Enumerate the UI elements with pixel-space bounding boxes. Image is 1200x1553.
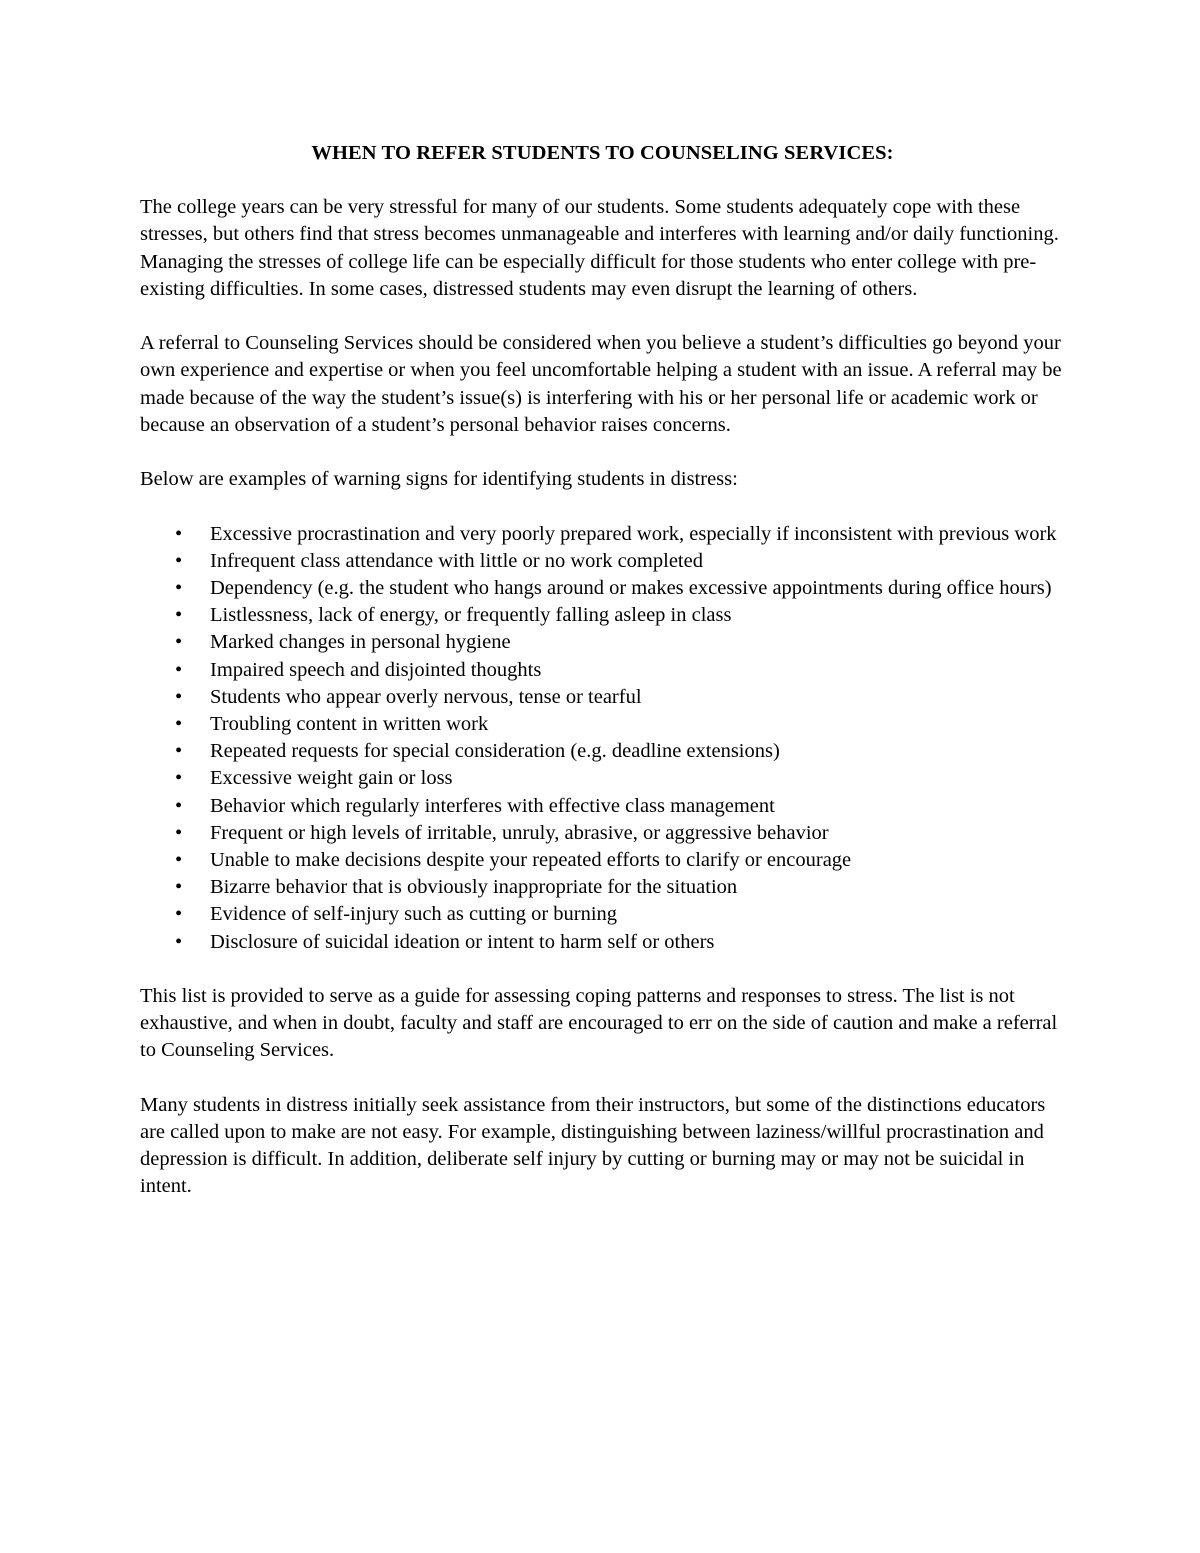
list-item-text: Unable to make decisions despite your repeated efforts to clarify or encourage	[210, 849, 852, 872]
list-item	[140, 901, 1065, 928]
list-item-text: Disclosure of suicidal ideation or intent to harm self or others	[210, 930, 715, 953]
list-item	[140, 602, 1065, 629]
list-item	[140, 929, 1065, 956]
list-item-text: Frequent or high levels of irritable, unruly, abrasive, or aggressive behavior	[210, 821, 829, 844]
bullet-icon: •	[175, 903, 183, 926]
list-item-text: Dependency (e.g. the student who hangs around or makes excessive appointments during office hours)	[210, 577, 1052, 599]
page-title: WHEN TO REFER STUDENTS TO COUNSELING SERVICES:	[311, 142, 894, 164]
bullet-icon: •	[175, 821, 183, 844]
list-item-text: Excessive procrastination and very poorly prepared work, especially if inconsistent with previous work	[210, 522, 1057, 545]
list-item	[140, 548, 1065, 575]
warning-signs-list	[140, 521, 1065, 956]
bullet-icon: •	[175, 876, 183, 899]
list-item-text: Students who appear overly nervous, tense or tearful	[210, 685, 642, 708]
list-item-text: Listlessness, lack of energy, or frequently falling asleep in class	[210, 604, 732, 627]
list-item-text: Bizarre behavior that is obviously inappropriate for the situation	[210, 876, 738, 899]
bullet-icon: •	[175, 794, 183, 817]
list-item	[140, 793, 1065, 820]
distinctions-paragraph: Many students in distress initially seek assistance from their instructors, but some of the distinctions educators are called upon to make are not easy. For example, distinguishing between laziness/willful procrastination and depression is difficult. In addition, deliberate self injury by cutting or burning may or may not be suicidal in intent.	[140, 1093, 1046, 1198]
list-item-text: Excessive weight gain or loss	[210, 767, 453, 790]
list-item-text: Marked changes in personal hygiene	[210, 631, 511, 654]
bullet-icon: •	[175, 740, 183, 763]
warning-signs-intro: Below are examples of warning signs for identifying students in distress:	[140, 468, 738, 491]
list-item	[140, 765, 1065, 792]
bullet-icon: •	[175, 849, 183, 872]
bullet-icon: •	[175, 713, 183, 736]
bullet-icon: •	[175, 930, 183, 953]
list-item	[140, 874, 1065, 901]
list-item	[140, 575, 1065, 602]
bullet-icon: •	[175, 767, 183, 790]
bullet-icon: •	[175, 549, 183, 572]
list-item-text: Infrequent class attendance with little or no work completed	[210, 549, 703, 572]
list-item	[140, 521, 1065, 548]
list-item-text: Evidence of self-injury such as cutting or burning	[210, 903, 618, 926]
bullet-icon: •	[175, 685, 183, 708]
intro-paragraph: The college years can be very stressful for many of our students. Some students adequately cope with these stresses, but others find that stress becomes unmanageable and interferes with learning and/or daily functioning. Managing the stresses of college life can be especially difficult for those students who enter college with pre-existing difficulties. In some cases, distressed students may even disrupt the learning of others.	[140, 196, 1059, 300]
list-item	[140, 657, 1065, 684]
list-item	[140, 711, 1065, 738]
list-item	[140, 629, 1065, 656]
list-item	[140, 820, 1065, 847]
referral-paragraph: A referral to Counseling Services should be considered when you believe a student’s difficulties go beyond your own experience and expertise or when you feel uncomfortable helping a student with an issue. A referral may be made because of the way the student’s issue(s) is interfering with his or her personal life or academic work or because an observation of a student’s personal behavior raises concerns.	[140, 332, 1062, 436]
list-item	[140, 684, 1065, 711]
bullet-icon: •	[175, 631, 183, 654]
list-item-text: Troubling content in written work	[210, 713, 489, 736]
list-item	[140, 847, 1065, 874]
bullet-icon: •	[175, 604, 183, 627]
list-item-text: Repeated requests for special consideration (e.g. deadline extensions)	[210, 740, 780, 763]
document-page	[140, 140, 1065, 1228]
bullet-icon: •	[175, 658, 183, 681]
bullet-icon: •	[175, 522, 183, 545]
bullet-icon: •	[175, 577, 183, 599]
list-item	[140, 738, 1065, 765]
list-item-text: Impaired speech and disjointed thoughts	[210, 658, 542, 681]
list-item-text: Behavior which regularly interferes with effective class management	[210, 794, 775, 817]
guide-paragraph: This list is provided to serve as a guide for assessing coping patterns and responses to stress. The list is not exhaustive, and when in doubt, faculty and staff are encouraged to err on the side of caution and make a referral to Counseling Services.	[140, 985, 1058, 1062]
